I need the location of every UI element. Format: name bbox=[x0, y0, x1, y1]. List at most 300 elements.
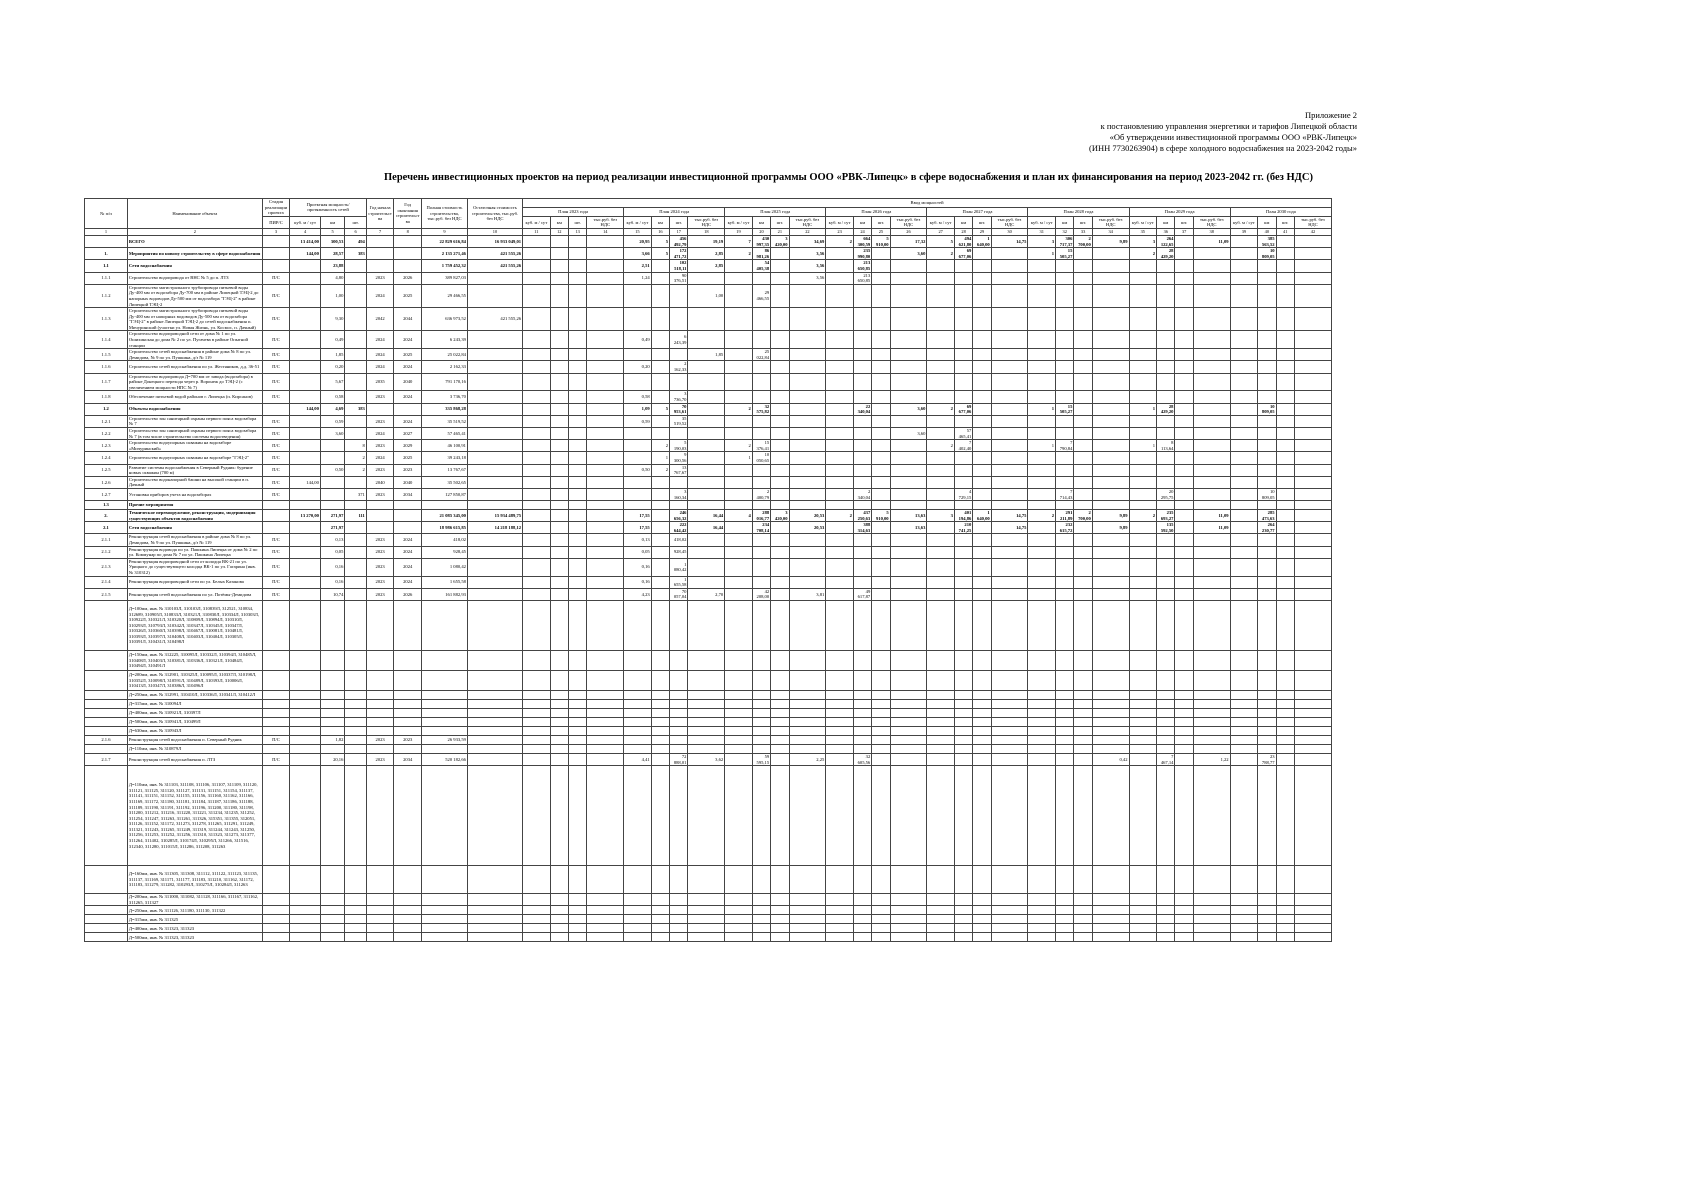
table-cell bbox=[320, 894, 345, 906]
table-cell bbox=[1157, 894, 1175, 906]
table-cell bbox=[569, 745, 587, 754]
column-number: 4 bbox=[290, 228, 321, 235]
table-cell bbox=[467, 415, 522, 427]
table-cell bbox=[1129, 534, 1157, 546]
table-cell bbox=[1258, 601, 1276, 651]
row-name: Д=315мм, инв. № 311325 bbox=[127, 915, 262, 924]
table-cell bbox=[1074, 924, 1092, 933]
table-cell bbox=[853, 440, 871, 452]
column-number: 36 bbox=[1157, 228, 1175, 235]
table-cell: 1 080,42 bbox=[670, 558, 688, 576]
table-cell: 291 211,89 bbox=[1056, 510, 1074, 522]
table-cell: 2024 bbox=[366, 452, 394, 464]
table-cell bbox=[1129, 700, 1157, 709]
table-cell bbox=[973, 601, 991, 651]
table-cell bbox=[1230, 727, 1258, 736]
column-number: 35 bbox=[1129, 228, 1157, 235]
table-cell bbox=[624, 894, 652, 906]
table-cell bbox=[1175, 488, 1193, 500]
table-cell bbox=[826, 308, 854, 331]
table-cell bbox=[1092, 349, 1129, 361]
table-cell: 210 741,25 bbox=[954, 522, 972, 534]
table-cell bbox=[651, 476, 669, 488]
table-cell bbox=[973, 576, 991, 588]
table-cell bbox=[853, 906, 871, 915]
table-cell: 69 677,06 bbox=[954, 403, 972, 415]
table-cell bbox=[1294, 235, 1331, 247]
table-cell: 25 022,84 bbox=[752, 349, 770, 361]
table-cell bbox=[927, 651, 955, 671]
table-cell bbox=[1157, 464, 1175, 476]
table-cell: П/С bbox=[262, 373, 290, 391]
table-cell bbox=[771, 924, 789, 933]
unit-m3: куб. м / сут bbox=[523, 216, 551, 228]
table-cell: 4 bbox=[725, 510, 753, 522]
unit-pcs: шт. bbox=[973, 216, 991, 228]
table-cell bbox=[1092, 588, 1129, 600]
table-cell bbox=[991, 501, 1028, 510]
table-cell bbox=[345, 361, 366, 373]
row-name: Д=400мм, инв. № 311323, 311323 bbox=[127, 924, 262, 933]
table-cell bbox=[1230, 866, 1258, 894]
table-cell bbox=[1276, 727, 1294, 736]
table-cell: 2 700,00 bbox=[1074, 235, 1092, 247]
table-cell bbox=[688, 501, 725, 510]
row-name: Строительство зон санитарной охраны первого пояса водозабора № 7 bbox=[127, 415, 262, 427]
table-cell bbox=[624, 427, 652, 439]
row-name: Д=110мм, инв. № 310879Л bbox=[127, 745, 262, 754]
table-cell: 306 717,37 bbox=[1056, 235, 1074, 247]
table-cell bbox=[670, 601, 688, 651]
table-row bbox=[85, 915, 1332, 924]
table-cell bbox=[366, 933, 394, 942]
table-cell: 9 300,56 bbox=[670, 452, 688, 464]
table-cell bbox=[1276, 588, 1294, 600]
table-cell bbox=[1193, 464, 1230, 476]
table-cell bbox=[927, 754, 955, 766]
row-name: Объекты водоснабжения bbox=[127, 403, 262, 415]
table-row bbox=[85, 284, 1332, 307]
table-cell: 5 190,03 bbox=[670, 440, 688, 452]
table-cell bbox=[550, 415, 568, 427]
table-cell bbox=[1028, 933, 1056, 942]
table-cell bbox=[890, 488, 927, 500]
table-cell bbox=[550, 403, 568, 415]
column-number: 5 bbox=[320, 228, 345, 235]
table-cell: 3,56 bbox=[789, 260, 826, 272]
table-cell bbox=[290, 906, 321, 915]
table-cell bbox=[1056, 272, 1074, 284]
table-cell bbox=[1074, 373, 1092, 391]
table-row bbox=[85, 349, 1332, 361]
table-cell bbox=[973, 866, 991, 894]
table-cell bbox=[991, 361, 1028, 373]
table-cell bbox=[1074, 501, 1092, 510]
table-cell bbox=[569, 894, 587, 906]
table-cell: 35 502,65 bbox=[421, 476, 467, 488]
table-cell bbox=[1294, 576, 1331, 588]
table-cell bbox=[1193, 709, 1230, 718]
table-cell bbox=[1129, 391, 1157, 403]
table-cell bbox=[872, 284, 890, 307]
table-cell bbox=[1193, 727, 1230, 736]
table-cell bbox=[890, 915, 927, 924]
table-cell bbox=[1129, 718, 1157, 727]
table-cell bbox=[725, 745, 753, 754]
table-cell bbox=[1056, 718, 1074, 727]
table-cell bbox=[1092, 361, 1129, 373]
table-cell bbox=[927, 546, 955, 558]
table-cell bbox=[290, 522, 321, 534]
table-cell bbox=[1092, 727, 1129, 736]
table-cell bbox=[624, 501, 652, 510]
table-cell bbox=[1028, 709, 1056, 718]
table-cell bbox=[651, 576, 669, 588]
table-cell bbox=[1157, 718, 1175, 727]
table-cell bbox=[550, 235, 568, 247]
table-cell: 0,50 bbox=[624, 464, 652, 476]
table-cell: 2024 bbox=[394, 391, 422, 403]
table-cell bbox=[890, 709, 927, 718]
table-cell: 10,74 bbox=[320, 588, 345, 600]
table-cell: 5,67 bbox=[320, 373, 345, 391]
table-cell bbox=[1092, 924, 1129, 933]
table-cell bbox=[1193, 576, 1230, 588]
table-cell: 2035 bbox=[366, 373, 394, 391]
table-cell bbox=[890, 272, 927, 284]
table-cell bbox=[826, 754, 854, 766]
table-row bbox=[85, 700, 1332, 709]
table-cell bbox=[550, 452, 568, 464]
table-cell bbox=[789, 440, 826, 452]
table-cell bbox=[973, 709, 991, 718]
table-cell bbox=[1276, 440, 1294, 452]
table-cell: 90 376,51 bbox=[670, 272, 688, 284]
column-number: 23 bbox=[826, 228, 854, 235]
table-cell bbox=[973, 894, 991, 906]
table-cell: 20,53 bbox=[789, 522, 826, 534]
table-cell bbox=[1294, 427, 1331, 439]
table-cell bbox=[1074, 700, 1092, 709]
table-cell bbox=[1056, 745, 1074, 754]
table-cell bbox=[1092, 260, 1129, 272]
table-cell bbox=[1276, 501, 1294, 510]
table-cell bbox=[1175, 894, 1193, 906]
table-cell bbox=[1276, 546, 1294, 558]
table-cell bbox=[752, 915, 770, 924]
table-cell bbox=[366, 691, 394, 700]
table-cell bbox=[421, 601, 467, 651]
table-cell bbox=[927, 284, 955, 307]
table-cell bbox=[1193, 906, 1230, 915]
table-cell bbox=[1092, 534, 1129, 546]
table-cell bbox=[1157, 915, 1175, 924]
table-cell bbox=[569, 331, 587, 349]
table-cell bbox=[421, 718, 467, 727]
table-cell bbox=[467, 373, 522, 391]
table-cell bbox=[1175, 427, 1193, 439]
col-header-name: Наименование объекта bbox=[127, 199, 262, 229]
table-cell bbox=[872, 476, 890, 488]
table-cell bbox=[523, 924, 551, 933]
table-cell bbox=[550, 331, 568, 349]
table-cell bbox=[1157, 906, 1175, 915]
table-cell bbox=[262, 866, 290, 894]
table-cell: 1 bbox=[651, 452, 669, 464]
table-cell: 2,51 bbox=[624, 260, 652, 272]
table-cell: 2023 bbox=[366, 588, 394, 600]
table-cell: 0,49 bbox=[624, 331, 652, 349]
table-cell bbox=[1276, 718, 1294, 727]
table-cell: 5 bbox=[651, 235, 669, 247]
table-cell bbox=[550, 933, 568, 942]
table-cell bbox=[651, 391, 669, 403]
table-cell bbox=[1175, 709, 1193, 718]
table-cell bbox=[927, 894, 955, 906]
row-number: 2.1.4 bbox=[85, 576, 128, 588]
row-name: Д=200мм, инв. № 311000, 311082, 311128, 311166, 311167, 311162, 311265, 311327 bbox=[127, 894, 262, 906]
table-cell bbox=[1193, 476, 1230, 488]
table-cell bbox=[1294, 736, 1331, 745]
table-cell bbox=[853, 894, 871, 906]
table-cell bbox=[1092, 745, 1129, 754]
table-cell bbox=[651, 522, 669, 534]
table-cell bbox=[890, 601, 927, 651]
table-cell bbox=[1056, 476, 1074, 488]
table-cell bbox=[1230, 349, 1258, 361]
table-cell bbox=[890, 718, 927, 727]
unit-m3: куб. м / сут bbox=[1028, 216, 1056, 228]
column-number: 29 bbox=[973, 228, 991, 235]
table-cell bbox=[725, 766, 753, 866]
table-cell bbox=[467, 488, 522, 500]
table-cell bbox=[1258, 576, 1276, 588]
table-cell: 383 bbox=[345, 248, 366, 260]
table-cell bbox=[290, 700, 321, 709]
row-name: Реконструкция водовода по ул. Пашкина Липецка от дома № 2 по ул. Коммунар по дома № 7 по ул. Пашкина Липецка bbox=[127, 546, 262, 558]
table-cell: 0,13 bbox=[624, 534, 652, 546]
table-cell bbox=[872, 546, 890, 558]
row-number: 2. bbox=[85, 510, 128, 522]
table-cell bbox=[345, 476, 366, 488]
table-cell bbox=[467, 452, 522, 464]
table-cell bbox=[624, 651, 652, 671]
table-cell: 494 bbox=[345, 235, 366, 247]
table-cell bbox=[890, 558, 927, 576]
table-cell bbox=[1258, 361, 1276, 373]
table-cell bbox=[771, 415, 789, 427]
table-cell bbox=[550, 718, 568, 727]
table-cell: 16 933 049,01 bbox=[467, 235, 522, 247]
table-cell bbox=[991, 284, 1028, 307]
table-cell bbox=[587, 709, 624, 718]
table-cell bbox=[1230, 558, 1258, 576]
table-cell bbox=[853, 534, 871, 546]
table-cell bbox=[973, 915, 991, 924]
table-cell bbox=[262, 235, 290, 247]
table-cell bbox=[569, 691, 587, 700]
table-cell: 35 519,52 bbox=[670, 415, 688, 427]
table-cell bbox=[1056, 671, 1074, 691]
document-title: Перечень инвестиционных проектов на период реализации инвестиционной программы ООО «РВК-Липецк» в сфере водоснабжения и план их финансирования на период 2023-2042 гг. (без НДС) bbox=[384, 172, 1313, 183]
table-cell bbox=[1276, 924, 1294, 933]
table-cell bbox=[345, 272, 366, 284]
table-cell bbox=[1230, 718, 1258, 727]
table-cell bbox=[523, 488, 551, 500]
table-cell: П/С bbox=[262, 576, 290, 588]
table-cell bbox=[1193, 651, 1230, 671]
table-cell bbox=[670, 308, 688, 331]
table-cell: 1,22 bbox=[1193, 754, 1230, 766]
table-cell bbox=[725, 391, 753, 403]
table-cell bbox=[1294, 866, 1331, 894]
table-cell bbox=[1276, 403, 1294, 415]
table-cell bbox=[1028, 427, 1056, 439]
table-cell bbox=[1276, 558, 1294, 576]
appendix-line: к постановлению управления энергетики и тарифов Липецкой области bbox=[1100, 121, 1357, 131]
table-cell bbox=[872, 576, 890, 588]
table-cell bbox=[771, 700, 789, 709]
table-cell bbox=[1276, 260, 1294, 272]
table-cell: 15 934 489,75 bbox=[467, 510, 522, 522]
table-cell: 1 bbox=[1129, 403, 1157, 415]
table-cell bbox=[394, 745, 422, 754]
table-cell bbox=[752, 427, 770, 439]
table-cell bbox=[290, 260, 321, 272]
table-cell: 3 bbox=[1028, 235, 1056, 247]
table-cell bbox=[1193, 546, 1230, 558]
table-cell bbox=[1074, 718, 1092, 727]
table-cell bbox=[290, 488, 321, 500]
table-cell bbox=[366, 260, 394, 272]
row-number bbox=[85, 933, 128, 942]
unit-km: км bbox=[651, 216, 669, 228]
table-cell bbox=[789, 915, 826, 924]
table-cell bbox=[1175, 373, 1193, 391]
table-cell bbox=[688, 601, 725, 651]
table-cell bbox=[890, 284, 927, 307]
table-cell: 2 bbox=[725, 248, 753, 260]
table-cell bbox=[771, 576, 789, 588]
table-cell bbox=[569, 361, 587, 373]
table-cell bbox=[1074, 558, 1092, 576]
row-name: Сети водоснабжения bbox=[127, 522, 262, 534]
table-cell bbox=[973, 924, 991, 933]
table-cell: 2,25 bbox=[789, 754, 826, 766]
table-cell: 2024 bbox=[366, 284, 394, 307]
table-cell bbox=[872, 906, 890, 915]
table-cell: 928,45 bbox=[670, 546, 688, 558]
table-cell bbox=[1294, 452, 1331, 464]
table-cell bbox=[1294, 671, 1331, 691]
table-row bbox=[85, 235, 1332, 247]
table-cell bbox=[826, 709, 854, 718]
table-cell bbox=[890, 745, 927, 754]
table-cell bbox=[366, 924, 394, 933]
row-number: 2.1.5 bbox=[85, 588, 128, 600]
table-cell bbox=[890, 933, 927, 942]
column-number: 28 bbox=[954, 228, 972, 235]
table-cell bbox=[1056, 933, 1074, 942]
table-cell bbox=[853, 576, 871, 588]
table-cell bbox=[290, 440, 321, 452]
table-cell bbox=[954, 272, 972, 284]
table-cell bbox=[651, 906, 669, 915]
table-cell bbox=[523, 427, 551, 439]
table-cell bbox=[523, 651, 551, 671]
table-cell bbox=[927, 558, 955, 576]
table-cell bbox=[890, 391, 927, 403]
table-cell bbox=[467, 745, 522, 754]
table-cell bbox=[1129, 415, 1157, 427]
table-cell bbox=[789, 534, 826, 546]
table-cell bbox=[991, 924, 1028, 933]
table-cell bbox=[1294, 522, 1331, 534]
table-cell bbox=[587, 588, 624, 600]
table-cell bbox=[651, 894, 669, 906]
table-cell bbox=[1294, 488, 1331, 500]
unit-pcs: шт. bbox=[1276, 216, 1294, 228]
table-cell bbox=[1129, 894, 1157, 906]
unit-m3: куб. м / сут bbox=[1230, 216, 1258, 228]
table-cell bbox=[826, 476, 854, 488]
table-cell bbox=[1193, 488, 1230, 500]
table-cell bbox=[1129, 915, 1157, 924]
table-cell bbox=[771, 373, 789, 391]
table-cell bbox=[954, 284, 972, 307]
table-cell: 13,63 bbox=[890, 522, 927, 534]
table-cell bbox=[1028, 558, 1056, 576]
table-cell bbox=[1276, 906, 1294, 915]
table-cell bbox=[1028, 766, 1056, 866]
appendix-line: Приложение 2 bbox=[1305, 110, 1357, 120]
table-cell bbox=[1129, 906, 1157, 915]
table-cell bbox=[569, 488, 587, 500]
table-cell bbox=[927, 766, 955, 866]
table-cell bbox=[523, 284, 551, 307]
table-cell bbox=[1129, 308, 1157, 331]
table-cell bbox=[991, 272, 1028, 284]
table-cell bbox=[1193, 601, 1230, 651]
table-cell bbox=[973, 501, 991, 510]
table-cell: 2029 bbox=[394, 440, 422, 452]
table-cell bbox=[467, 349, 522, 361]
table-cell: 3,60 bbox=[890, 403, 927, 415]
table-cell bbox=[1092, 501, 1129, 510]
table-cell: 1,82 bbox=[320, 736, 345, 745]
table-cell bbox=[771, 522, 789, 534]
table-cell bbox=[587, 373, 624, 391]
table-cell bbox=[927, 464, 955, 476]
table-cell bbox=[872, 427, 890, 439]
table-cell bbox=[587, 894, 624, 906]
table-cell bbox=[1175, 464, 1193, 476]
table-cell bbox=[853, 476, 871, 488]
table-cell bbox=[973, 933, 991, 942]
table-cell bbox=[569, 866, 587, 894]
row-name: Д=500мм, инв. № 311323, 311323 bbox=[127, 933, 262, 942]
table-cell bbox=[1258, 766, 1276, 866]
table-cell: 17,55 bbox=[624, 522, 652, 534]
table-cell: 3,62 bbox=[688, 754, 725, 766]
table-cell bbox=[262, 924, 290, 933]
table-cell bbox=[651, 488, 669, 500]
col-header-capacity: Проектная мощность/ протяженность сетей bbox=[290, 199, 367, 217]
table-cell bbox=[1056, 284, 1074, 307]
table-cell bbox=[954, 671, 972, 691]
table-cell bbox=[394, 691, 422, 700]
table-cell bbox=[670, 501, 688, 510]
